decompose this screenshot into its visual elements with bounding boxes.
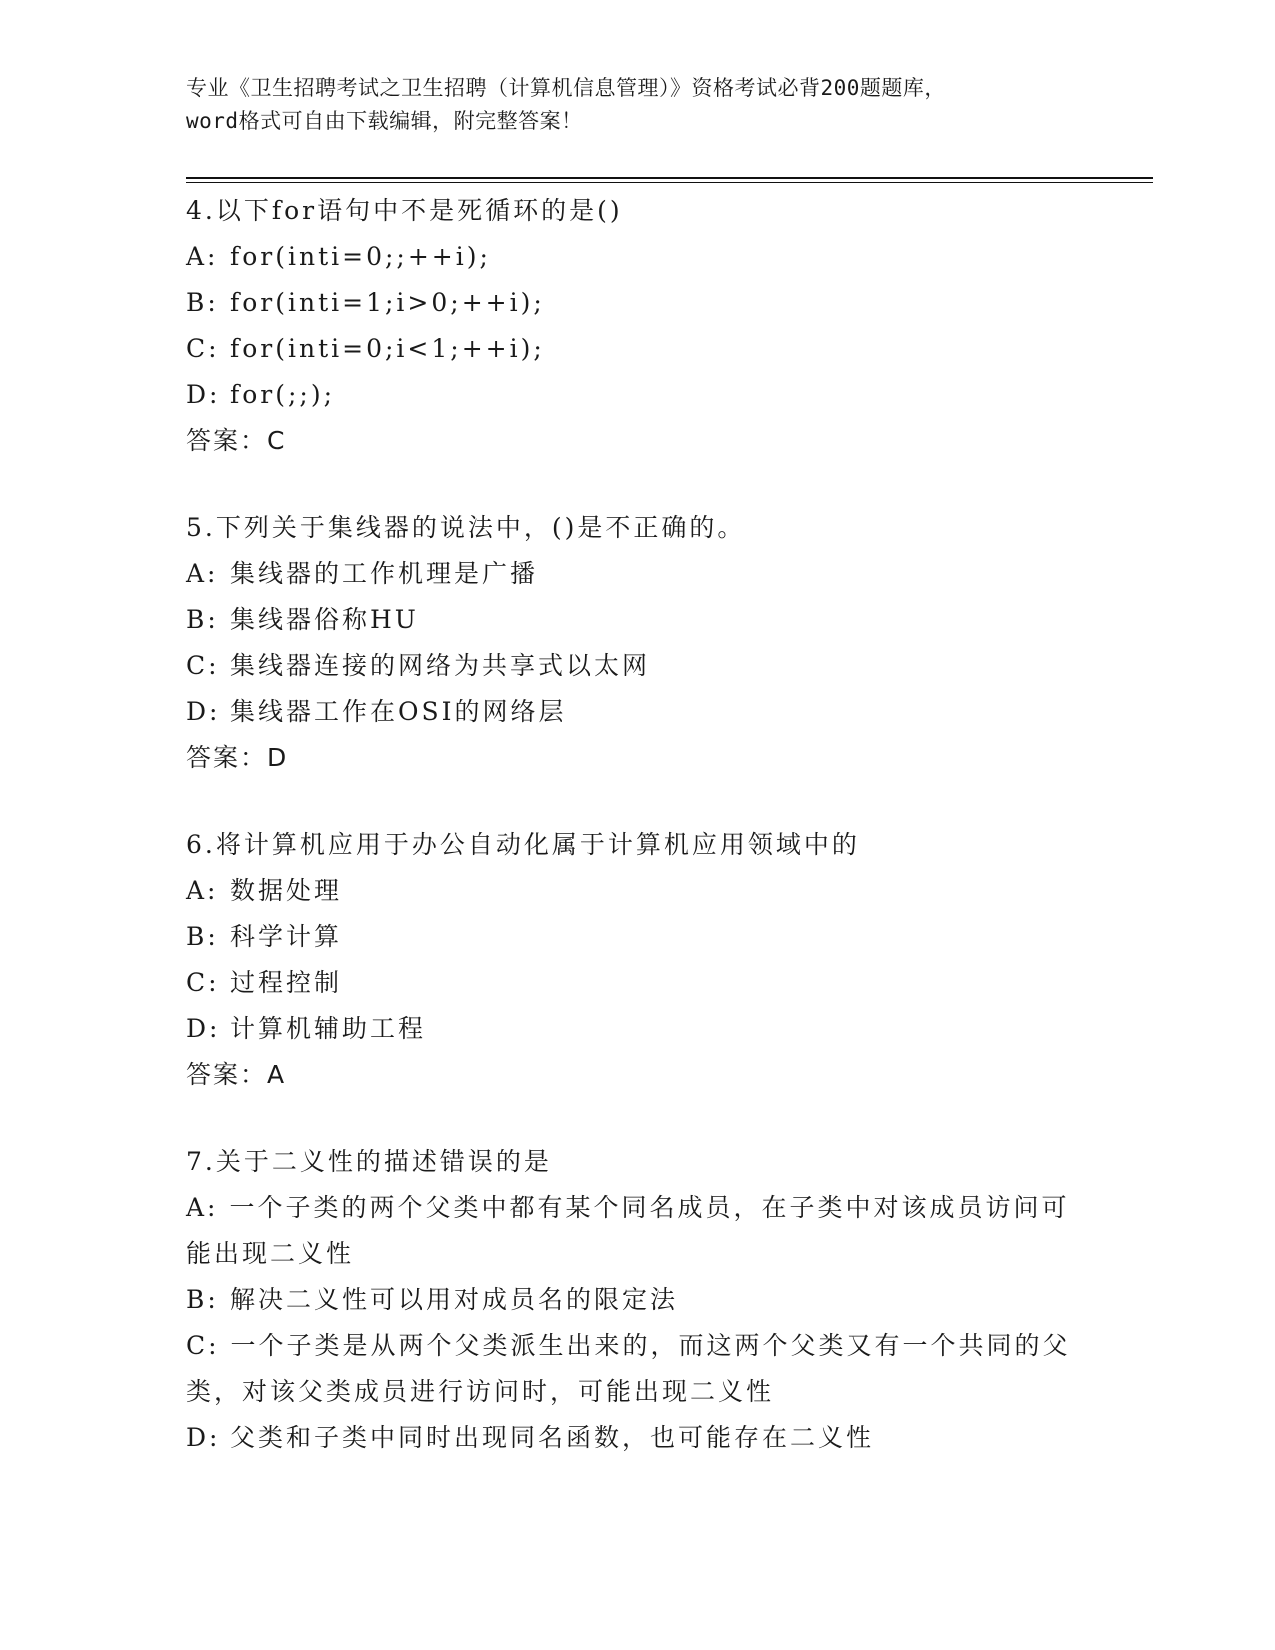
option-label: D: [186, 697, 221, 726]
option-a [186, 551, 1086, 597]
option-text: 集线器俗称HU [230, 605, 419, 634]
option-text: 集线器连接的网络为共享式以太网 [230, 651, 651, 680]
header-line-1: 专业《卫生招聘考试之卫生招聘（计算机信息管理）》资格考试必背200题题库， [186, 76, 946, 100]
option-label: A: [186, 559, 219, 588]
option-text: 一个子类是从两个父类派生出来的，而这两个父类又有一个共同的父类，对该父类成员进行访问时，可能出现二义性 [186, 1331, 1071, 1406]
option-label: B: [186, 605, 219, 634]
question-list [186, 188, 1086, 1502]
option-label: C: [186, 651, 220, 680]
option-c [186, 1323, 1086, 1415]
question-stem: 6.将计算机应用于办公自动化属于计算机应用领域中的 [186, 830, 860, 859]
question-6 [186, 822, 1086, 1098]
option-c [186, 960, 1086, 1006]
option-d [186, 1006, 1086, 1052]
option-text: 计算机辅助工程 [230, 1014, 427, 1043]
option-a [186, 1185, 1086, 1277]
option-label: D: [186, 1423, 221, 1452]
question-4 [186, 188, 1086, 464]
option-text: 一个子类的两个父类中都有某个同名成员，在子类中对该成员访问可能出现二义性 [186, 1193, 1070, 1268]
option-text: 数据处理 [230, 876, 343, 905]
option-label: A: [186, 1193, 219, 1222]
option-label: D: [186, 380, 221, 409]
option-text: 过程控制 [230, 968, 343, 997]
header-line-2: word格式可自由下载编辑，附完整答案！ [186, 109, 583, 133]
option-d [186, 372, 1086, 418]
option-label: A: [186, 242, 219, 271]
question-7 [186, 1139, 1086, 1461]
answer-line: 答案：A [186, 1060, 287, 1089]
answer-line: 答案：D [186, 743, 289, 772]
option-label: C: [186, 334, 220, 363]
option-label: A: [186, 876, 219, 905]
option-label: B: [186, 1285, 219, 1314]
option-a [186, 234, 1086, 280]
document-header [186, 72, 1086, 138]
option-label: B: [186, 922, 219, 951]
option-text: 科学计算 [230, 922, 343, 951]
question-stem: 7.关于二义性的描述错误的是 [186, 1147, 552, 1176]
option-b [186, 280, 1086, 326]
option-label: D: [186, 1014, 221, 1043]
header-divider [186, 177, 1153, 183]
option-b [186, 1277, 1086, 1323]
option-text: for(inti=1;i>0;++i); [230, 288, 545, 317]
question-stem: 4.以下for语句中不是死循环的是() [186, 196, 623, 225]
question-5 [186, 505, 1086, 781]
option-text: 集线器的工作机理是广播 [230, 559, 539, 588]
option-label: C: [186, 968, 220, 997]
option-d [186, 1415, 1086, 1461]
option-text: for(inti=0;;++i); [230, 242, 491, 271]
option-text: for(inti=0;i<1;++i); [230, 334, 545, 363]
option-label: C: [186, 1331, 220, 1360]
option-d [186, 689, 1086, 735]
option-b [186, 914, 1086, 960]
option-a [186, 868, 1086, 914]
question-stem: 5.下列关于集线器的说法中，()是不正确的。 [186, 513, 746, 542]
option-text: 集线器工作在OSI的网络层 [230, 697, 567, 726]
option-text: 解决二义性可以用对成员名的限定法 [230, 1285, 679, 1314]
answer-line: 答案：C [186, 426, 287, 455]
option-c [186, 643, 1086, 689]
option-b [186, 597, 1086, 643]
option-text: for(;;); [230, 380, 336, 409]
option-c [186, 326, 1086, 372]
option-label: B: [186, 288, 219, 317]
option-text: 父类和子类中同时出现同名函数，也可能存在二义性 [230, 1423, 875, 1452]
